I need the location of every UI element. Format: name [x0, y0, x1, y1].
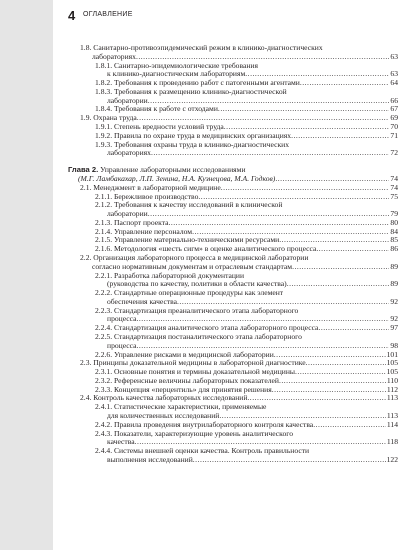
toc-entry-title: 2.1.1. Бережливое производство — [95, 191, 199, 201]
dot-leader — [151, 149, 389, 158]
toc-entry-title: Управление лабораторными исследованиями — [100, 165, 246, 175]
toc-entry — [68, 289, 398, 307]
toc-entry — [68, 430, 398, 448]
toc-entry-title: 2.4.1. Статистические характеристики, применяемые — [95, 402, 267, 412]
toc-entry-title: 2.2.6. Управление рисками в медицинской лаборатории — [95, 349, 274, 359]
toc-page-number: 92 — [390, 296, 398, 306]
toc-entry-title: 2.4. Контроль качества лабораторных исследований — [80, 393, 248, 403]
toc-entry-title: (руководства по качеству, политики в области качества) — [107, 279, 287, 289]
toc-page-number: 70 — [390, 122, 398, 132]
dot-leader — [247, 394, 385, 403]
toc-entry-title: 2.3.3. Концепция «перцентиль» для принятия решения — [95, 384, 272, 394]
table-of-contents — [68, 44, 398, 465]
toc-entry-title: процесса — [107, 314, 137, 324]
toc-entry-title: 1.9.2. Правила по охране труда в медицинских организациях — [95, 130, 292, 140]
toc-entry — [68, 141, 398, 159]
toc-page-number: 101 — [386, 349, 398, 359]
left-margin-band — [0, 0, 53, 550]
toc-page-number: 122 — [386, 454, 398, 464]
toc-entry-title: 2.1.3. Паспорт проекта — [95, 217, 169, 227]
dot-leader — [193, 456, 386, 465]
toc-entry-title: 2.3.1. Основные понятия и термины доказательной медицины — [95, 367, 296, 377]
toc-entry-title: 1.8.2. Требования к проведению работ с патогенными агентами — [95, 78, 300, 88]
toc-entry — [68, 403, 398, 421]
toc-entry — [68, 44, 398, 62]
toc-page-number: 92 — [390, 314, 398, 324]
toc-entry-title: обеспечения качества — [107, 296, 178, 306]
dot-leader — [218, 105, 389, 114]
toc-entry-title: 2.1. Менеджмент в лабораторной медицине — [80, 182, 221, 192]
toc-entry-title: (М.Г. Ламбакахар, Л.П. Зенина, Н.А. Кузнецова, М.А. Годков) — [78, 173, 276, 183]
toc-entry — [68, 447, 398, 465]
toc-page-number: 64 — [390, 78, 398, 88]
toc-entry-title: к клинико-диагностическим лабораториям — [107, 69, 246, 79]
toc-page-number: 63 — [390, 69, 398, 79]
toc-entry-title: 2.3.2. Референсные величины лабораторных показателей — [95, 375, 279, 385]
toc-entry — [68, 333, 398, 351]
toc-entry-title: 2.2.3. Стандартизация преаналитического этапа лабораторного — [95, 305, 299, 315]
toc-entry — [68, 88, 398, 106]
dot-leader — [295, 368, 386, 377]
toc-page-number: 72 — [390, 148, 398, 158]
toc-page-number: 85 — [390, 235, 398, 245]
toc-page-number: 89 — [390, 279, 398, 289]
toc-page-number: 114 — [386, 419, 398, 429]
toc-entry-title: 2.3. Принципы доказательной медицины в лабораторной диагностике — [80, 358, 306, 368]
toc-entry — [68, 201, 398, 219]
dot-leader — [291, 132, 389, 141]
toc-page-number: 80 — [390, 217, 398, 227]
dot-leader — [316, 245, 389, 254]
running-title: ОГЛАВЛЕНИЕ — [83, 11, 133, 18]
toc-entry-title: 1.9.1. Степень вредности условий труда — [95, 122, 224, 132]
toc-entry — [68, 307, 398, 325]
dot-leader — [292, 263, 389, 272]
toc-page-number: 71 — [390, 130, 398, 140]
toc-page-number: 66 — [390, 95, 398, 105]
toc-entry-title: лабораториях — [107, 148, 151, 158]
toc-entry-title: 1.8.3. Требования к размещению клинико-диагностической — [95, 86, 287, 96]
toc-page-number: 112 — [386, 384, 398, 394]
toc-entry-title: 2.1.2. Требования к качеству исследований в клинической — [95, 200, 283, 210]
toc-page-number: 118 — [386, 437, 398, 447]
dot-leader — [318, 324, 389, 333]
toc-entry-title: 1.9.3. Требования охраны труда в клинико-диагностических — [95, 139, 290, 149]
toc-page-number: 113 — [386, 411, 398, 421]
toc-page-number: 67 — [390, 104, 398, 114]
toc-page-number: 63 — [390, 51, 398, 61]
toc-entry-title: качества — [107, 437, 135, 447]
dot-leader — [168, 219, 389, 228]
toc-entry-title: 2.2.1. Разработка лабораторной документации — [95, 270, 245, 280]
dot-leader — [272, 386, 386, 395]
toc-page-number: 105 — [386, 367, 398, 377]
toc-entry-title: 1.9. Охрана труда — [80, 113, 137, 123]
toc-entry — [68, 254, 398, 272]
toc-entry-title: 2.4.2. Правила проведения внутрилабораторного контроля качества — [95, 419, 314, 429]
toc-page-number: 113 — [386, 393, 398, 403]
toc-page-number: 97 — [390, 323, 398, 333]
dot-leader — [306, 359, 386, 368]
toc-entry-title: 1.8.4. Требования к работе с отходами — [95, 104, 218, 114]
chapter-number: Глава 2. — [68, 165, 99, 175]
toc-entry-title: лаборатории — [107, 209, 148, 219]
toc-entry — [68, 272, 398, 290]
toc-entry-title: 2.1.6. Методология «шесть сигм» в оценке аналитического процесса — [95, 244, 317, 254]
toc-page-number: 74 — [390, 182, 398, 192]
toc-entry-title: выполнения исследований — [107, 454, 193, 464]
toc-entry-title: 2.2.2. Стандартные операционные процедуры как элемент — [95, 288, 284, 298]
toc-page-number: 98 — [390, 340, 398, 350]
dot-leader — [300, 79, 390, 88]
toc-page-number: 86 — [390, 244, 398, 254]
dot-leader — [148, 210, 390, 219]
toc-entry-title: 2.4.4. Системы внешней оценки качества. Контроль правильности — [95, 446, 310, 456]
page-number: 4 — [68, 8, 76, 23]
dot-leader — [275, 175, 389, 184]
toc-page-number: 84 — [390, 226, 398, 236]
dot-leader — [221, 184, 390, 193]
toc-page-number: 74 — [390, 173, 398, 183]
toc-entry-title: 1.8.1. Санитарно-эпидемиологические требования — [95, 60, 258, 70]
dot-leader — [279, 377, 386, 386]
toc-entry-title: 2.2. Организация лабораторного процесса в медицинской лаборатории — [80, 252, 309, 262]
toc-page-number: 105 — [386, 358, 398, 368]
toc-page-number: 79 — [390, 209, 398, 219]
toc-entry-title: согласно нормативным документам и отраслевым стандартам — [92, 261, 293, 271]
toc-entry-title: для количественных исследований — [107, 411, 220, 421]
toc-entry-title: процесса — [107, 340, 137, 350]
toc-chapter-entry — [68, 166, 398, 184]
toc-entry-title: 2.4.3. Показатели, характеризующие уровень аналитического — [95, 428, 293, 438]
toc-entry-title: 2.1.4. Управление персоналом — [95, 226, 193, 236]
toc-entry-title: лаборатории — [107, 95, 148, 105]
toc-page-number: 69 — [390, 113, 398, 123]
toc-entry-title: 2.2.5. Стандартизация постаналитического этапа лабораторного — [95, 332, 302, 341]
toc-entry — [68, 62, 398, 80]
toc-entry-title: 1.8. Санитарно-противоэпидемический режим в клинико-диагностических — [80, 43, 323, 52]
dot-leader — [313, 421, 386, 430]
toc-entry-title: 2.1.5. Управление материально-техническими ресурсами — [95, 235, 280, 245]
dot-leader — [287, 280, 390, 289]
toc-entry-title: 2.2.4. Стандартизация аналитического этапа лабораторного процесса — [95, 323, 319, 333]
toc-entry-title: лабораториях — [92, 51, 136, 61]
toc-page-number: 110 — [386, 375, 398, 385]
toc-page-number: 89 — [390, 261, 398, 271]
toc-page-number: 75 — [390, 191, 398, 201]
